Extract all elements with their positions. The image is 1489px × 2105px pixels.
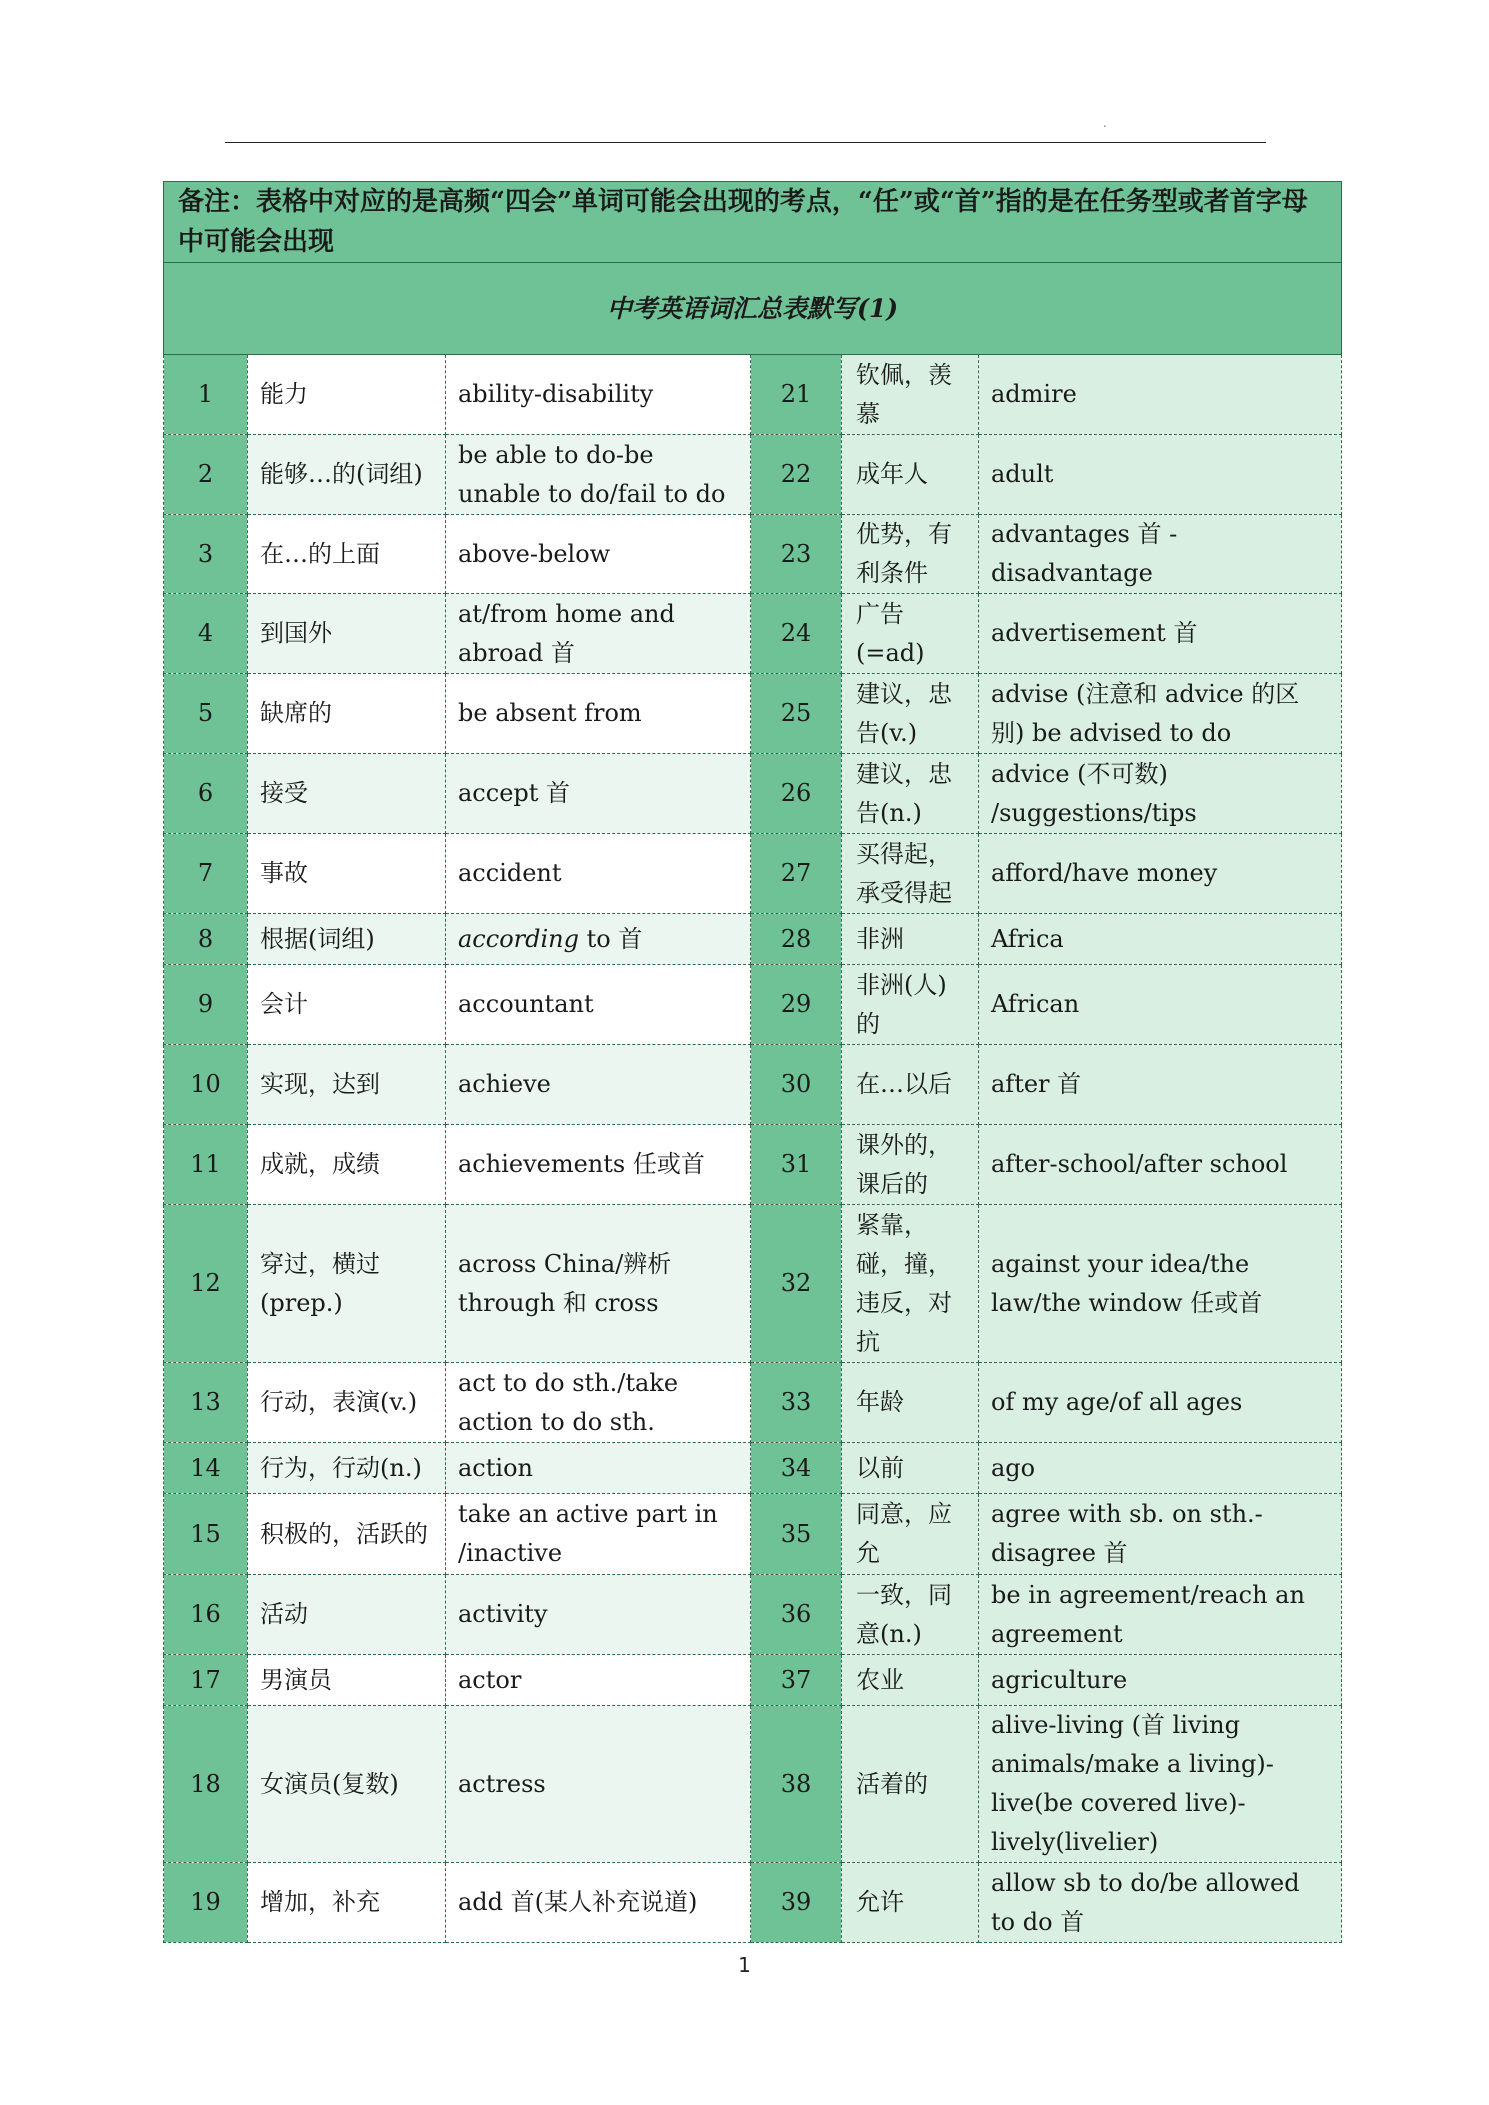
- english-term-italic: according: [458, 924, 579, 953]
- table-row: [164, 355, 1342, 435]
- chinese-term-right: 钦佩，羡慕: [842, 355, 979, 435]
- table-row: [164, 1125, 1342, 1205]
- english-term-left: add 首(某人补充说道): [446, 1863, 751, 1943]
- table-row: [164, 965, 1342, 1045]
- chinese-term-left: 到国外: [248, 594, 446, 674]
- english-term-right: ago: [979, 1443, 1342, 1494]
- row-number-right: 31: [751, 1125, 842, 1205]
- english-term-right: advise (注意和 advice 的区别) be advised to do: [979, 674, 1342, 754]
- english-term-left: be absent from: [446, 674, 751, 754]
- chinese-term-right: 广告(=ad): [842, 594, 979, 674]
- chinese-term-left: 在…的上面: [248, 515, 446, 594]
- chinese-term-left: 成就，成绩: [248, 1125, 446, 1205]
- table-row: [164, 1494, 1342, 1575]
- row-number-left: 19: [164, 1863, 248, 1943]
- row-number-left: 2: [164, 435, 248, 515]
- chinese-term-right: 以前: [842, 1443, 979, 1494]
- table-row: [164, 1363, 1342, 1443]
- row-number-right: 33: [751, 1363, 842, 1443]
- row-number-right: 34: [751, 1443, 842, 1494]
- english-term-left: activity: [446, 1575, 751, 1655]
- row-number-left: 10: [164, 1045, 248, 1125]
- chinese-term-left: 能够…的(词组): [248, 435, 446, 515]
- row-number-left: 5: [164, 674, 248, 754]
- table-title: 中考英语词汇总表默写(1): [164, 263, 1342, 355]
- row-number-left: 8: [164, 914, 248, 965]
- chinese-term-left: 男演员: [248, 1655, 446, 1706]
- english-term-right: alive-living (首 living animals/make a living)-live(be covered live)-lively(livelier): [979, 1706, 1342, 1863]
- english-term-left: take an active part in /inactive: [446, 1494, 751, 1575]
- chinese-term-left: 行为，行动(n.): [248, 1443, 446, 1494]
- chinese-term-right: 非洲(人)的: [842, 965, 979, 1045]
- row-number-left: 17: [164, 1655, 248, 1706]
- row-number-left: 14: [164, 1443, 248, 1494]
- english-term-right: African: [979, 965, 1342, 1045]
- row-number-right: 24: [751, 594, 842, 674]
- chinese-term-right: 农业: [842, 1655, 979, 1706]
- chinese-term-left: 穿过，横过(prep.): [248, 1205, 446, 1363]
- vocabulary-table: [163, 181, 1342, 1943]
- row-number-right: 29: [751, 965, 842, 1045]
- page-number: 1: [738, 1953, 751, 1977]
- row-number-right: 28: [751, 914, 842, 965]
- chinese-term-right: 允许: [842, 1863, 979, 1943]
- english-term-left: across China/辨析 through 和 cross: [446, 1205, 751, 1363]
- row-number-left: 11: [164, 1125, 248, 1205]
- table-row: [164, 834, 1342, 914]
- chinese-term-right: 同意，应允: [842, 1494, 979, 1575]
- english-term-right: advice (不可数) /suggestions/tips: [979, 754, 1342, 834]
- chinese-term-left: 缺席的: [248, 674, 446, 754]
- english-term-left: act to do sth./take action to do sth.: [446, 1363, 751, 1443]
- table-row: [164, 1045, 1342, 1125]
- table-row: [164, 1706, 1342, 1863]
- chinese-term-right: 课外的，课后的: [842, 1125, 979, 1205]
- chinese-term-left: 实现，达到: [248, 1045, 446, 1125]
- english-term-right: Africa: [979, 914, 1342, 965]
- english-term-right: against your idea/the law/the window 任或首: [979, 1205, 1342, 1363]
- english-term-right: afford/have money: [979, 834, 1342, 914]
- english-term-right: adult: [979, 435, 1342, 515]
- row-number-left: 9: [164, 965, 248, 1045]
- row-number-right: 32: [751, 1205, 842, 1363]
- row-number-left: 15: [164, 1494, 248, 1575]
- chinese-term-left: 会计: [248, 965, 446, 1045]
- english-term-left: actor: [446, 1655, 751, 1706]
- row-number-right: 22: [751, 435, 842, 515]
- english-term-left: accountant: [446, 965, 751, 1045]
- english-term-right: allow sb to do/be allowed to do 首: [979, 1863, 1342, 1943]
- english-term-right: after 首: [979, 1045, 1342, 1125]
- english-term-left: [446, 914, 751, 965]
- table-row: [164, 1443, 1342, 1494]
- row-number-left: 1: [164, 355, 248, 435]
- row-number-right: 37: [751, 1655, 842, 1706]
- chinese-term-right: 建议，忠告(n.): [842, 754, 979, 834]
- english-term-right: be in agreement/reach an agreement: [979, 1575, 1342, 1655]
- english-term-left: above-below: [446, 515, 751, 594]
- row-number-right: 35: [751, 1494, 842, 1575]
- english-term-right: of my age/of all ages: [979, 1363, 1342, 1443]
- table-row: [164, 1575, 1342, 1655]
- table-row: [164, 1205, 1342, 1363]
- chinese-term-right: 优势，有利条件: [842, 515, 979, 594]
- english-term-right: advantages 首 -disadvantage: [979, 515, 1342, 594]
- english-term-left: at/from home and abroad 首: [446, 594, 751, 674]
- english-term-left: actress: [446, 1706, 751, 1863]
- table-row: [164, 914, 1342, 965]
- header-dot: .: [1103, 116, 1107, 130]
- row-number-left: 12: [164, 1205, 248, 1363]
- english-term-right: advertisement 首: [979, 594, 1342, 674]
- chinese-term-right: 建议，忠告(v.): [842, 674, 979, 754]
- english-term-left: ability-disability: [446, 355, 751, 435]
- row-number-right: 21: [751, 355, 842, 435]
- row-number-left: 4: [164, 594, 248, 674]
- row-number-right: 30: [751, 1045, 842, 1125]
- english-term-right: after-school/after school: [979, 1125, 1342, 1205]
- chinese-term-right: 成年人: [842, 435, 979, 515]
- row-number-right: 36: [751, 1575, 842, 1655]
- row-number-right: 39: [751, 1863, 842, 1943]
- chinese-term-left: 积极的，活跃的: [248, 1494, 446, 1575]
- chinese-term-right: 活着的: [842, 1706, 979, 1863]
- note-banner: 备注：表格中对应的是高频“四会”单词可能会出现的考点，“任”或“首”指的是在任务型或者首字母中可能会出现: [164, 182, 1342, 263]
- table-row: [164, 1655, 1342, 1706]
- row-number-right: 26: [751, 754, 842, 834]
- english-term-left: achievements 任或首: [446, 1125, 751, 1205]
- row-number-right: 25: [751, 674, 842, 754]
- row-number-right: 38: [751, 1706, 842, 1863]
- table-row: [164, 674, 1342, 754]
- english-term-right: admire: [979, 355, 1342, 435]
- english-term-left: accept 首: [446, 754, 751, 834]
- chinese-term-left: 增加，补充: [248, 1863, 446, 1943]
- english-term-left: be able to do-be unable to do/fail to do: [446, 435, 751, 515]
- table-row: [164, 435, 1342, 515]
- english-term-left: accident: [446, 834, 751, 914]
- chinese-term-right: 非洲: [842, 914, 979, 965]
- table-row: [164, 594, 1342, 674]
- table-row: [164, 754, 1342, 834]
- row-number-left: 16: [164, 1575, 248, 1655]
- table-row: [164, 515, 1342, 594]
- english-term-left: action: [446, 1443, 751, 1494]
- chinese-term-left: 能力: [248, 355, 446, 435]
- chinese-term-left: 活动: [248, 1575, 446, 1655]
- chinese-term-right: 买得起，承受得起: [842, 834, 979, 914]
- row-number-left: 18: [164, 1706, 248, 1863]
- chinese-term-right: 年龄: [842, 1363, 979, 1443]
- chinese-term-left: 根据(词组): [248, 914, 446, 965]
- row-number-left: 3: [164, 515, 248, 594]
- english-term-left: achieve: [446, 1045, 751, 1125]
- english-term-right: agree with sb. on sth.-disagree 首: [979, 1494, 1342, 1575]
- chinese-term-right: 紧靠，碰，撞，违反，对抗: [842, 1205, 979, 1363]
- row-number-left: 13: [164, 1363, 248, 1443]
- header-rule: [225, 142, 1266, 143]
- english-term-rest: to 首: [578, 924, 643, 953]
- row-number-right: 23: [751, 515, 842, 594]
- row-number-left: 7: [164, 834, 248, 914]
- chinese-term-left: 接受: [248, 754, 446, 834]
- table-row: [164, 1863, 1342, 1943]
- chinese-term-left: 事故: [248, 834, 446, 914]
- english-term-right: agriculture: [979, 1655, 1342, 1706]
- chinese-term-right: 一致，同意(n.): [842, 1575, 979, 1655]
- row-number-left: 6: [164, 754, 248, 834]
- chinese-term-right: 在…以后: [842, 1045, 979, 1125]
- chinese-term-left: 女演员(复数): [248, 1706, 446, 1863]
- row-number-right: 27: [751, 834, 842, 914]
- chinese-term-left: 行动，表演(v.): [248, 1363, 446, 1443]
